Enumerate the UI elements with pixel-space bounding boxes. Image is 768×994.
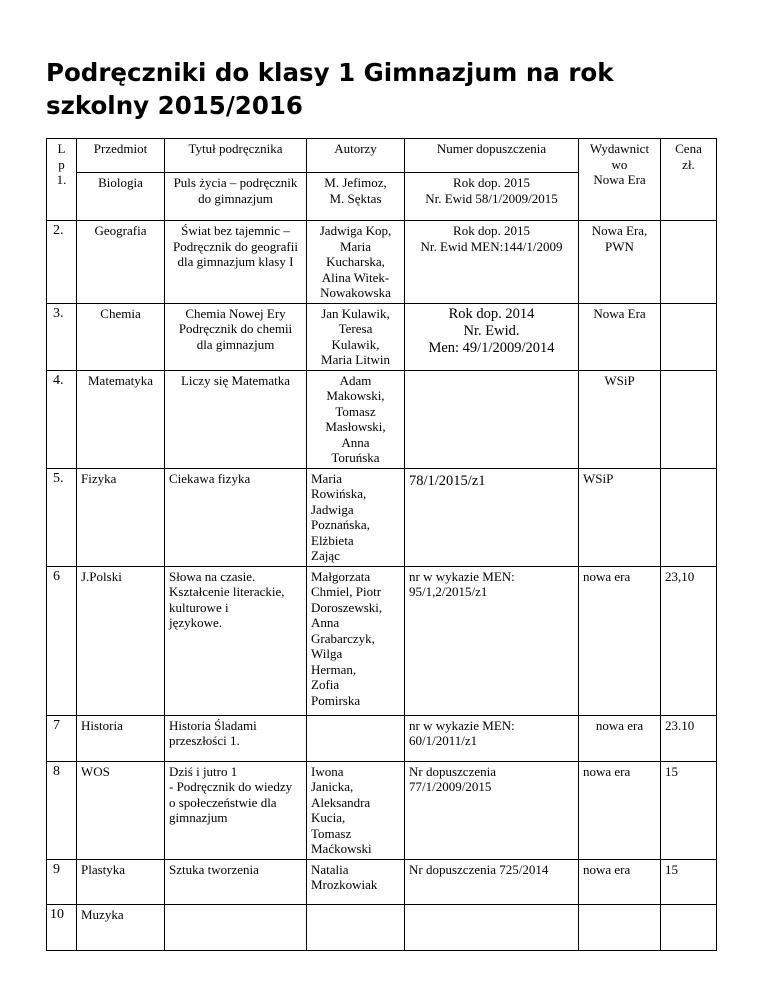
cell-authors: Małgorzata Chmiel, Piotr Doroszewski, Anna Grabarczyk, Wilga Herman, Zofia Pomirska xyxy=(307,566,405,715)
cell-authors xyxy=(307,715,405,761)
cell-lp: 7 xyxy=(47,715,77,761)
table-row xyxy=(47,566,717,715)
cell-authors: Maria Rowińska, Jadwiga Poznańska, Elżbieta Zając xyxy=(307,468,405,566)
cell-publisher: WSiP xyxy=(579,370,661,468)
page-title: Podręczniki do klasy 1 Gimnazjum na rok szkolny 2015/2016 xyxy=(46,58,614,120)
cell-book: Puls życia – podręcznik do gimnazjum xyxy=(165,173,307,221)
cell-publisher xyxy=(579,904,661,950)
header-row xyxy=(47,139,717,173)
cell-subject: Biologia xyxy=(77,173,165,221)
cell-lp: 4. xyxy=(47,370,77,468)
cell-price xyxy=(661,370,717,468)
cell-authors: Natalia Mrozkowiak xyxy=(307,859,405,904)
cell-publisher: WSiP xyxy=(579,468,661,566)
cell-price xyxy=(661,221,717,304)
header-book: Tytuł podręcznika xyxy=(165,139,307,173)
cell-approval xyxy=(405,370,579,468)
cell-publisher: Nowa Era xyxy=(579,303,661,370)
cell-approval xyxy=(405,904,579,950)
cell-publisher: Nowa Era, PWN xyxy=(579,221,661,304)
cell-approval: Rok dop. 2015 Nr. Ewid 58/1/2009/2015 xyxy=(405,173,579,221)
cell-approval: nr w wykazie MEN: 60/1/2011/z1 xyxy=(405,715,579,761)
cell-lp: 3. xyxy=(47,303,77,370)
cell-approval: 78/1/2015/z1 xyxy=(405,468,579,566)
table-row xyxy=(47,904,717,950)
cell-book: Ciekawa fizyka xyxy=(165,468,307,566)
cell-subject: Historia xyxy=(77,715,165,761)
cell-subject: Matematyka xyxy=(77,370,165,468)
cell-authors xyxy=(307,904,405,950)
cell-publisher: nowa era xyxy=(579,566,661,715)
cell-authors: Jan Kulawik, Teresa Kulawik, Maria Litwin xyxy=(307,303,405,370)
cell-price xyxy=(661,303,717,370)
cell-subject: Fizyka xyxy=(77,468,165,566)
cell-authors: M. Jefimoz, M. Sęktas xyxy=(307,173,405,221)
cell-price xyxy=(661,468,717,566)
cell-book: Historia Śladami przeszłości 1. xyxy=(165,715,307,761)
header-authors: Autorzy xyxy=(307,139,405,173)
cell-price: 23,10 xyxy=(661,566,717,715)
cell-authors: Iwona Janicka, Aleksandra Kucia, Tomasz Maćkowski xyxy=(307,761,405,859)
header-subject: Przedmiot xyxy=(77,139,165,173)
cell-book: Słowa na czasie. Kształcenie literackie, kulturowe i językowe. xyxy=(165,566,307,715)
cell-approval: Nr dopuszczenia 77/1/2009/2015 xyxy=(405,761,579,859)
cell-lp: 6 xyxy=(47,566,77,715)
cell-lp: 10 xyxy=(47,904,77,950)
cell-authors: Adam Makowski, Tomasz Masłowski, Anna Toruńska xyxy=(307,370,405,468)
textbook-table xyxy=(46,138,717,951)
cell-lp: 2. xyxy=(47,221,77,304)
cell-subject: J.Polski xyxy=(77,566,165,715)
cell-authors: Jadwiga Kop, Maria Kucharska, Alina Witek- Nowakowska xyxy=(307,221,405,304)
cell-subject: WOS xyxy=(77,761,165,859)
cell-book: Sztuka tworzenia xyxy=(165,859,307,904)
cell-price: 23.10 xyxy=(661,715,717,761)
table-row xyxy=(47,761,717,859)
cell-approval: Nr dopuszczenia 725/2014 xyxy=(405,859,579,904)
cell-book: Liczy się Matematka xyxy=(165,370,307,468)
cell-lp: 5. xyxy=(47,468,77,566)
cell-publisher: nowa era xyxy=(579,761,661,859)
cell-price: 15 xyxy=(661,761,717,859)
cell-publisher: nowa era xyxy=(579,715,661,761)
header-publisher: Wydawnict wo Nowa Era xyxy=(579,139,661,221)
header-lp: L p 1. xyxy=(47,139,77,221)
cell-subject: Plastyka xyxy=(77,859,165,904)
cell-approval: Rok dop. 2015 Nr. Ewid MEN:144/1/2009 xyxy=(405,221,579,304)
cell-price: 15 xyxy=(661,859,717,904)
table-row xyxy=(47,715,717,761)
cell-price xyxy=(661,904,717,950)
cell-approval: Rok dop. 2014 Nr. Ewid. Men: 49/1/2009/2014 xyxy=(405,303,579,370)
table-row xyxy=(47,303,717,370)
cell-book: Chemia Nowej Ery Podręcznik do chemii dla gimnazjum xyxy=(165,303,307,370)
table-row xyxy=(47,221,717,304)
cell-book xyxy=(165,904,307,950)
header-approval: Numer dopuszczenia xyxy=(405,139,579,173)
cell-subject: Geografia xyxy=(77,221,165,304)
cell-subject: Muzyka xyxy=(77,904,165,950)
cell-lp: 9 xyxy=(47,859,77,904)
table-row xyxy=(47,370,717,468)
cell-approval: nr w wykazie MEN: 95/1,2/2015/z1 xyxy=(405,566,579,715)
cell-publisher: nowa era xyxy=(579,859,661,904)
cell-subject: Chemia xyxy=(77,303,165,370)
header-price: Cena zł. xyxy=(661,139,717,221)
table-row xyxy=(47,468,717,566)
cell-book: Świat bez tajemnic – Podręcznik do geografii dla gimnazjum klasy I xyxy=(165,221,307,304)
table-row xyxy=(47,859,717,904)
cell-lp: 8 xyxy=(47,761,77,859)
cell-book: Dziś i jutro 1 - Podręcznik do wiedzy o społeczeństwie dla gimnazjum xyxy=(165,761,307,859)
